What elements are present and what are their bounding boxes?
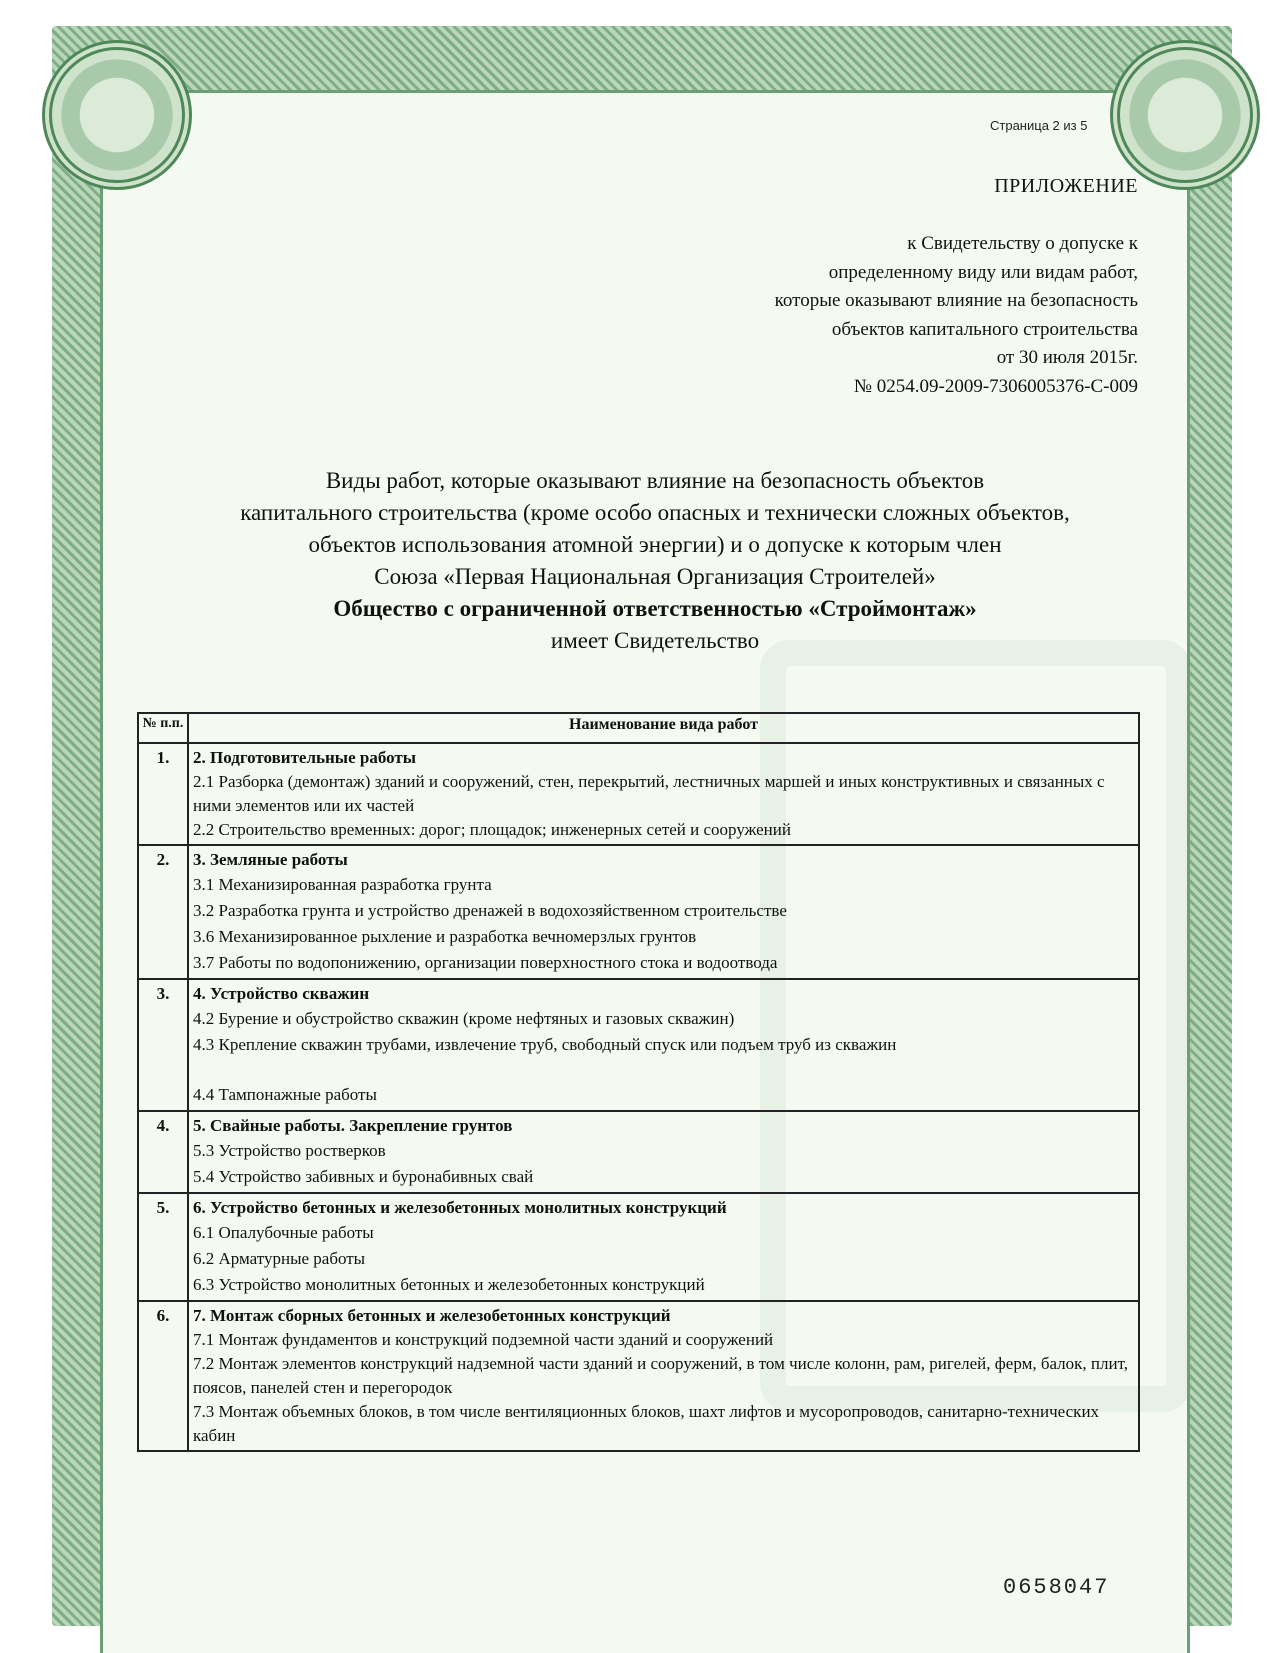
table-row (138, 743, 1139, 845)
table-row (138, 1301, 1139, 1451)
work-item: 6.1 Опалубочные работы (193, 1223, 374, 1242)
section-title: 4. Устройство скважин (193, 984, 370, 1003)
table-header-row (138, 713, 1139, 743)
company-name: Общество с ограниченной ответственностью «Строймонтаж» (333, 596, 977, 621)
table-row (138, 845, 1139, 979)
row-number: 6. (138, 1301, 188, 1451)
work-item: 2.2 Строительство временных: дорог; площадок; инженерных сетей и сооружений (193, 820, 791, 839)
table-row (138, 1193, 1139, 1301)
row-content (188, 1301, 1139, 1451)
heading-line: объектов использования атомной энергии) и о допуске к которым член (308, 532, 1002, 557)
page-number: Страница 2 из 5 (990, 118, 1088, 133)
ornament-rosette-right (1110, 40, 1260, 190)
work-item: 6.2 Арматурные работы (193, 1249, 366, 1268)
row-content (188, 1111, 1139, 1193)
section-title: 5. Свайные работы. Закрепление грунтов (193, 1116, 513, 1135)
column-header-number: № п.п. (138, 713, 188, 743)
work-item: 5.4 Устройство забивных и буронабивных свай (193, 1167, 534, 1186)
work-item: 4.2 Бурение и обустройство скважин (кроме нефтяных и газовых скважин) (193, 1009, 735, 1028)
work-item: 3.7 Работы по водопонижению, организации поверхностного стока и водоотвода (193, 953, 778, 972)
work-item: 3.6 Механизированное рыхление и разработка вечномерзлых грунтов (193, 927, 697, 946)
row-content (188, 979, 1139, 1111)
section-title: 6. Устройство бетонных и железобетонных монолитных конструкций (193, 1198, 727, 1217)
document-heading (135, 465, 1175, 657)
work-item: 4.3 Крепление скважин трубами, извлечение труб, свободный спуск или подъем труб из скважин (193, 1035, 897, 1054)
work-item: 7.2 Монтаж элементов конструкций надземной части зданий и сооружений, в том числе колонн, рам, ригелей, ферм, балок, плит, поясов, панелей стен и перегородок (193, 1354, 1128, 1397)
row-number: 4. (138, 1111, 188, 1193)
row-number: 5. (138, 1193, 188, 1301)
appendix-line: объектов капитального строительства (831, 318, 1138, 340)
appendix-reference (775, 230, 1138, 401)
row-number: 2. (138, 845, 188, 979)
table-row (138, 979, 1139, 1111)
work-item: 3.2 Разработка грунта и устройство дренажей в водохозяйственном строительстве (193, 901, 787, 920)
spacer (193, 1058, 1134, 1082)
appendix-line: от 30 июля 2015г. (996, 347, 1138, 368)
work-item: 6.3 Устройство монолитных бетонных и железобетонных конструкций (193, 1275, 705, 1294)
row-content (188, 1193, 1139, 1301)
row-number: 1. (138, 743, 188, 845)
work-item: 7.1 Монтаж фундаментов и конструкций подземной части зданий и сооружений (193, 1330, 774, 1349)
row-number: 3. (138, 979, 188, 1111)
row-content (188, 743, 1139, 845)
heading-line: Союза «Первая Национальная Организация Строителей» (374, 564, 936, 589)
heading-line: имеет Свидетельство (550, 628, 760, 653)
appendix-line: к Свидетельству о допуске к (907, 233, 1138, 254)
appendix-title: ПРИЛОЖЕНИЕ (994, 175, 1138, 197)
works-table (137, 712, 1140, 1452)
table-row (138, 1111, 1139, 1193)
column-header-name: Наименование вида работ (188, 713, 1139, 743)
row-content (188, 845, 1139, 979)
ornament-rosette-left (42, 40, 192, 190)
serial-number: 0658047 (1003, 1575, 1110, 1600)
work-item: 3.1 Механизированная разработка грунта (193, 875, 492, 894)
section-title: 3. Земляные работы (193, 850, 348, 869)
heading-line: Виды работ, которые оказывают влияние на безопасность объектов (325, 468, 985, 493)
heading-line: капитального строительства (кроме особо опасных и технически сложных объектов, (240, 500, 1070, 525)
work-item: 4.4 Тампонажные работы (193, 1085, 377, 1104)
work-item: 2.1 Разборка (демонтаж) зданий и сооружений, стен, перекрытий, лестничных маршей и иных конструктивных и связанных с ними элементов или их частей (193, 772, 1105, 815)
appendix-line: которые оказывают влияние на безопасность (774, 290, 1138, 311)
work-item: 5.3 Устройство ростверков (193, 1141, 386, 1160)
appendix-line: № 0254.09-2009-7306005376-С-009 (853, 375, 1138, 397)
appendix-line: определенному виду или видам работ, (828, 261, 1138, 283)
work-item: 7.3 Монтаж объемных блоков, в том числе вентиляционных блоков, шахт лифтов и мусоропроводов, санитарно-технических кабин (193, 1402, 1100, 1445)
section-title: 7. Монтаж сборных бетонных и железобетонных конструкций (193, 1306, 671, 1325)
section-title: 2. Подготовительные работы (193, 748, 417, 767)
